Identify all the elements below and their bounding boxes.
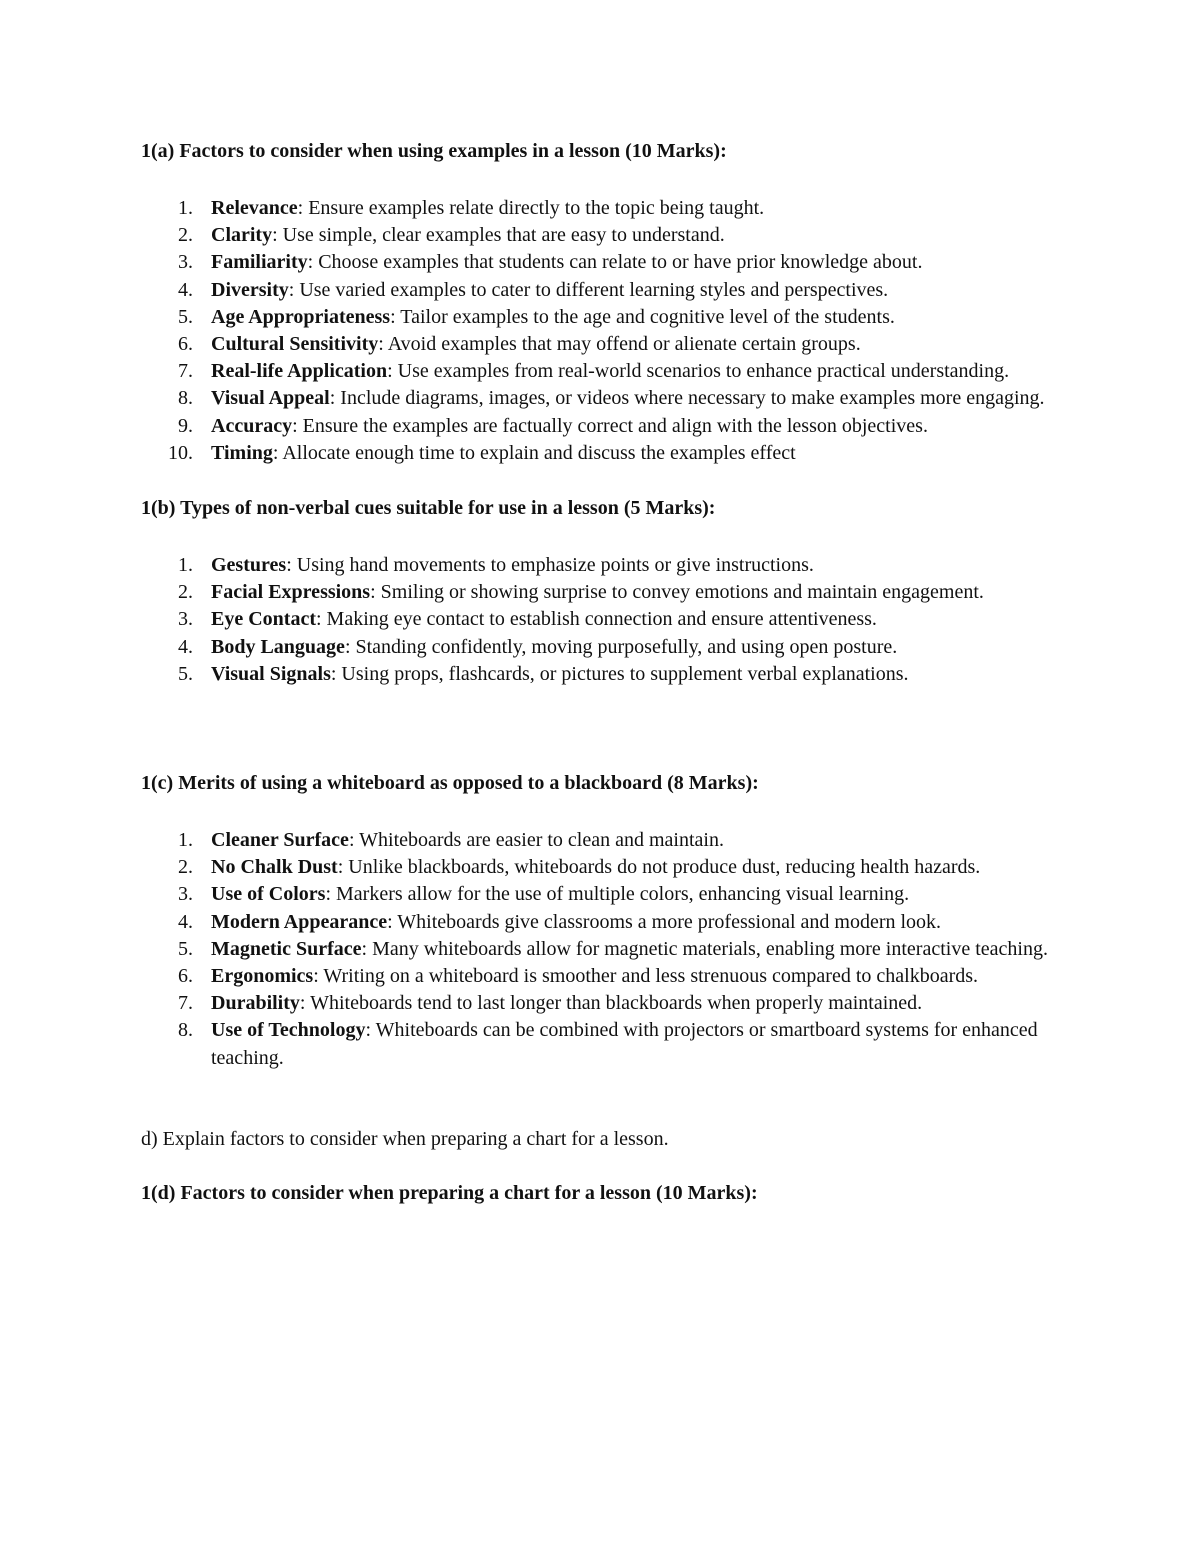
section-d-question: d) Explain factors to consider when preparing a chart for a lesson. [141,1127,669,1150]
list-item: 6. Ergonomics: Writing on a whiteboard is smoother and less strenuous compared to chalkboards. [178,965,979,988]
document-page [141,138,1061,1207]
list-item: 9. Accuracy: Ensure the examples are factually correct and align with the lesson objectives. [178,414,928,437]
list-item: 1. Cleaner Surface: Whiteboards are easier to clean and maintain. [178,829,724,852]
list-item: 5. Magnetic Surface: Many whiteboards allow for magnetic materials, enabling more interactive teaching. [178,937,1048,960]
list-item: 7. Durability: Whiteboards tend to last longer than blackboards when properly maintained. [178,992,923,1015]
section-a-list [141,195,1061,467]
list-item: 1. Gestures: Using hand movements to emphasize points or give instructions. [178,554,814,577]
list-item: 2. Facial Expressions: Smiling or showing surprise to convey emotions and maintain engagement. [178,581,984,604]
section-b-list [141,552,1061,688]
list-item: 5. Age Appropriateness: Tailor examples to the age and cognitive level of the students. [178,305,895,328]
list-item: 3. Use of Colors: Markers allow for the use of multiple colors, enhancing visual learning. [178,883,910,906]
section-c-list [141,827,1061,1072]
list-item: 7. Real-life Application: Use examples from real-world scenarios to enhance practical understanding. [178,360,1010,383]
list-item: 3. Familiarity: Choose examples that students can relate to or have prior knowledge about. [178,251,923,274]
list-item: 4. Diversity: Use varied examples to cater to different learning styles and perspectives. [178,278,889,301]
section-a-heading: 1(a) Factors to consider when using examples in a lesson (10 Marks): [141,140,727,162]
list-item: 8. Use of Technology: Whiteboards can be combined with projectors or smartboard systems for enhanced teaching. [178,1019,1038,1069]
section-b-heading: 1(b) Types of non-verbal cues suitable for use in a lesson (5 Marks): [141,497,716,520]
list-item: 4. Body Language: Standing confidently, moving purposefully, and using open posture. [178,635,898,658]
list-item: 5. Visual Signals: Using props, flashcards, or pictures to supplement verbal explanations. [178,662,909,685]
section-c-heading: 1(c) Merits of using a whiteboard as opposed to a blackboard (8 Marks): [141,772,759,795]
section-d-heading: 1(d) Factors to consider when preparing a chart for a lesson (10 Marks): [141,1181,758,1204]
list-item: 3. Eye Contact: Making eye contact to establish connection and ensure attentiveness. [178,608,877,631]
list-item: 8. Visual Appeal: Include diagrams, images, or videos where necessary to make examples more engaging. [178,387,1045,410]
list-item: 2. No Chalk Dust: Unlike blackboards, whiteboards do not produce dust, reducing health hazards. [178,856,981,879]
list-item: 4. Modern Appearance: Whiteboards give classrooms a more professional and modern look. [178,910,942,933]
list-item: 2. Clarity: Use simple, clear examples that are easy to understand. [178,224,725,247]
list-item: 6. Cultural Sensitivity: Avoid examples that may offend or alienate certain groups. [178,333,861,356]
list-item: 10. Timing: Allocate enough time to explain and discuss the examples effect [168,441,796,464]
list-item: 1. Relevance: Ensure examples relate directly to the topic being taught. [178,197,765,219]
